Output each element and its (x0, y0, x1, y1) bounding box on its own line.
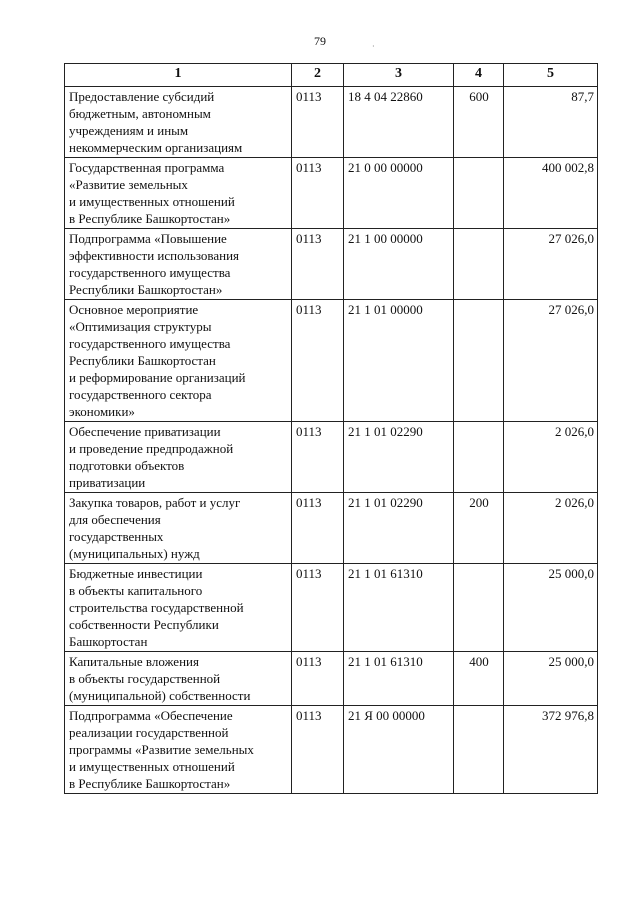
row-section: 0113 (292, 158, 344, 229)
row-expense-type (454, 158, 504, 229)
row-amount: 372 976,8 (504, 706, 598, 794)
header-col-3: 3 (344, 64, 454, 87)
row-expense-type (454, 300, 504, 422)
row-expense-type (454, 706, 504, 794)
row-name: Подпрограмма «Обеспечение реализации государственной программы «Развитие земельных и имущественных отношений в Республике Башкортостан» (65, 706, 292, 794)
row-expense-type: 600 (454, 87, 504, 158)
row-expense-type (454, 422, 504, 493)
row-expense-type (454, 564, 504, 652)
row-amount: 27 026,0 (504, 229, 598, 300)
row-section: 0113 (292, 87, 344, 158)
row-amount: 87,7 (504, 87, 598, 158)
row-amount: 2 026,0 (504, 493, 598, 564)
table-row (65, 652, 598, 706)
row-target-code: 21 1 00 00000 (344, 229, 454, 300)
row-expense-type: 200 (454, 493, 504, 564)
row-section: 0113 (292, 229, 344, 300)
row-name: Государственная программа «Развитие земельных и имущественных отношений в Республике Башкортостан» (65, 158, 292, 229)
row-name: Капитальные вложения в объекты государственной (муниципальной) собственности (65, 652, 292, 706)
table-header (65, 64, 598, 87)
table-body (65, 87, 598, 794)
header-row (65, 64, 598, 87)
table-row (65, 300, 598, 422)
row-target-code: 21 Я 00 00000 (344, 706, 454, 794)
row-section: 0113 (292, 706, 344, 794)
row-target-code: 21 0 00 00000 (344, 158, 454, 229)
row-amount: 27 026,0 (504, 300, 598, 422)
row-expense-type (454, 229, 504, 300)
table-row (65, 706, 598, 794)
row-expense-type: 400 (454, 652, 504, 706)
row-name: Закупка товаров, работ и услуг для обеспечения государственных (муниципальных) нужд (65, 493, 292, 564)
table-row (65, 422, 598, 493)
row-section: 0113 (292, 493, 344, 564)
page-number: 79 (314, 34, 326, 48)
header-col-2: 2 (292, 64, 344, 87)
row-target-code: 21 1 01 00000 (344, 300, 454, 422)
row-amount: 400 002,8 (504, 158, 598, 229)
row-name: Обеспечение приватизации и проведение предпродажной подготовки объектов приватизации (65, 422, 292, 493)
row-name: Подпрограмма «Повышение эффективности использования государственного имущества Республики Башкортостан» (65, 229, 292, 300)
row-amount: 25 000,0 (504, 652, 598, 706)
row-name: Предоставление субсидий бюджетным, автономным учреждениям и иным некоммерческим организациям (65, 87, 292, 158)
header-col-4: 4 (454, 64, 504, 87)
row-amount: 25 000,0 (504, 564, 598, 652)
row-target-code: 21 1 01 02290 (344, 493, 454, 564)
row-target-code: 21 1 01 61310 (344, 652, 454, 706)
budget-table (64, 63, 598, 794)
row-section: 0113 (292, 300, 344, 422)
row-amount: 2 026,0 (504, 422, 598, 493)
table-row (65, 87, 598, 158)
row-target-code: 21 1 01 61310 (344, 564, 454, 652)
row-name: Основное мероприятие «Оптимизация структуры государственного имущества Республики Башкортостан и реформирование организаций государственного сектора экономики» (65, 300, 292, 422)
row-target-code: 18 4 04 22860 (344, 87, 454, 158)
table-row (65, 493, 598, 564)
row-target-code: 21 1 01 02290 (344, 422, 454, 493)
row-name: Бюджетные инвестиции в объекты капитального строительства государственной собственности Республики Башкортостан (65, 564, 292, 652)
scan-mark: · (372, 42, 375, 51)
header-col-1: 1 (65, 64, 292, 87)
table-row (65, 564, 598, 652)
header-col-5: 5 (504, 64, 598, 87)
row-section: 0113 (292, 422, 344, 493)
table-row (65, 158, 598, 229)
row-section: 0113 (292, 652, 344, 706)
row-section: 0113 (292, 564, 344, 652)
table-row (65, 229, 598, 300)
